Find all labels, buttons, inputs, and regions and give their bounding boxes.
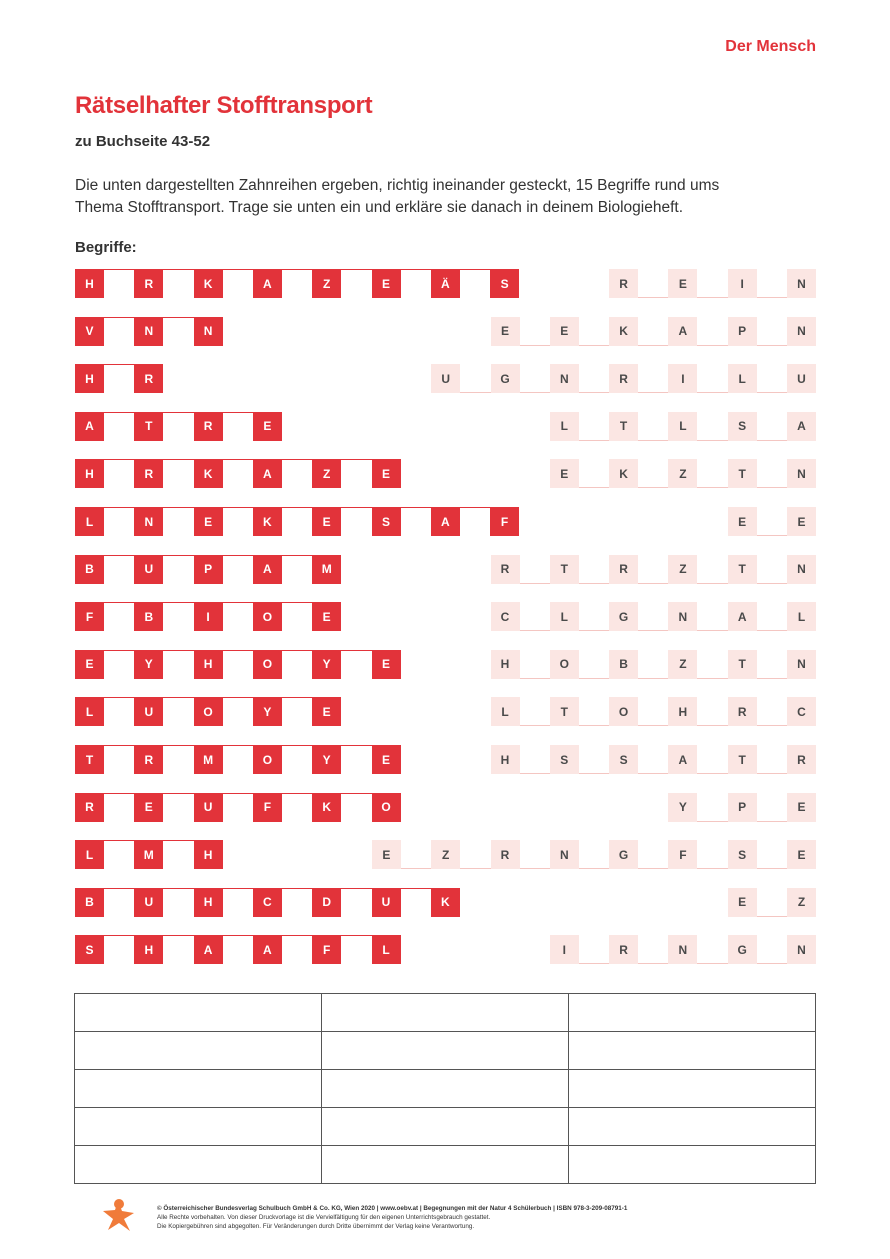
left-letter-tile: R [134, 459, 163, 488]
right-comb-spine [491, 583, 817, 584]
left-letter-tile: L [75, 507, 104, 536]
right-letter-tile: T [728, 555, 757, 584]
right-letter-tile: T [550, 555, 579, 584]
left-letter-tile: V [75, 317, 104, 346]
right-letter-tile: R [491, 840, 520, 869]
right-letter-tile: T [728, 459, 757, 488]
right-letter-tile: I [550, 935, 579, 964]
answer-row [75, 1070, 816, 1108]
left-letter-tile: N [194, 317, 223, 346]
right-letter-tile: A [668, 745, 697, 774]
left-letter-tile: O [372, 793, 401, 822]
left-comb-spine [75, 793, 401, 794]
footer-line-2: Alle Rechte vorbehalten. Von dieser Druckvorlage ist die Vervielfältigung für den eigenen Unterrichtsgebrauch gestattet. [157, 1214, 491, 1221]
left-letter-tile: Ä [431, 269, 460, 298]
left-letter-tile: L [372, 935, 401, 964]
right-letter-tile: O [550, 650, 579, 679]
left-letter-tile: U [134, 888, 163, 917]
left-letter-tile: F [75, 602, 104, 631]
right-letter-tile: G [491, 364, 520, 393]
right-letter-tile: N [668, 602, 697, 631]
left-letter-tile: H [75, 364, 104, 393]
right-letter-tile: A [668, 317, 697, 346]
answer-cell[interactable] [569, 1032, 816, 1070]
right-letter-tile: S [550, 745, 579, 774]
oebv-logo-icon [100, 1197, 136, 1233]
answer-row [75, 1146, 816, 1184]
right-letter-tile: E [787, 507, 816, 536]
left-comb-spine [75, 459, 401, 460]
right-letter-tile: P [728, 793, 757, 822]
footer-copyright [157, 1204, 717, 1231]
right-comb-spine [491, 678, 817, 679]
right-letter-tile: E [668, 269, 697, 298]
left-letter-tile: R [134, 364, 163, 393]
right-letter-tile: T [550, 697, 579, 726]
answer-cell[interactable] [75, 1108, 322, 1146]
begriffe-label: Begriffe: [75, 239, 137, 256]
right-letter-tile: S [728, 412, 757, 441]
left-letter-tile: Z [312, 459, 341, 488]
right-letter-tile: U [431, 364, 460, 393]
right-letter-tile: T [609, 412, 638, 441]
left-letter-tile: Y [253, 697, 282, 726]
left-letter-tile: Z [312, 269, 341, 298]
right-letter-tile: E [787, 793, 816, 822]
right-letter-tile: N [787, 555, 816, 584]
right-letter-tile: N [668, 935, 697, 964]
right-letter-tile: R [609, 269, 638, 298]
right-letter-tile: G [609, 602, 638, 631]
right-letter-tile: C [491, 602, 520, 631]
right-letter-tile: P [728, 317, 757, 346]
right-letter-tile: R [491, 555, 520, 584]
left-letter-tile: H [194, 888, 223, 917]
answer-cell[interactable] [75, 1146, 322, 1184]
answer-cell[interactable] [322, 1032, 569, 1070]
footer-line-1: © Österreichischer Bundesverlag Schulbuch GmbH & Co. KG, Wien 2020 | www.oebv.at | Begegnungen mit der Natur 4 Schülerbuch | ISBN 978-3-209-08791-1 [157, 1205, 628, 1212]
left-letter-tile: U [194, 793, 223, 822]
puzzle-row [0, 412, 890, 441]
left-letter-tile: H [134, 935, 163, 964]
left-letter-tile: E [372, 650, 401, 679]
left-letter-tile: T [134, 412, 163, 441]
answer-cell[interactable] [75, 994, 322, 1032]
intro-line-2: Thema Stofftransport. Trage sie unten ein und erkläre sie danach in deinem Biologieheft. [75, 199, 684, 216]
right-comb-spine [491, 725, 817, 726]
left-letter-tile: H [75, 459, 104, 488]
answer-cell[interactable] [322, 1108, 569, 1146]
left-letter-tile: B [75, 555, 104, 584]
right-letter-tile: E [550, 317, 579, 346]
right-letter-tile: Y [668, 793, 697, 822]
answer-row [75, 1032, 816, 1070]
left-letter-tile: R [134, 745, 163, 774]
left-letter-tile: K [431, 888, 460, 917]
right-letter-tile: U [787, 364, 816, 393]
left-letter-tile: R [134, 269, 163, 298]
left-letter-tile: B [75, 888, 104, 917]
left-letter-tile: L [75, 697, 104, 726]
right-letter-tile: Z [668, 555, 697, 584]
puzzle-row [0, 840, 890, 869]
left-letter-tile: S [490, 269, 519, 298]
right-letter-tile: A [728, 602, 757, 631]
puzzle-row [0, 935, 890, 964]
right-letter-tile: N [787, 935, 816, 964]
right-letter-tile: E [372, 840, 401, 869]
right-letter-tile: N [550, 364, 579, 393]
right-letter-tile: A [787, 412, 816, 441]
left-letter-tile: K [194, 269, 223, 298]
left-letter-tile: A [253, 269, 282, 298]
left-letter-tile: O [194, 697, 223, 726]
right-letter-tile: L [550, 412, 579, 441]
left-letter-tile: M [134, 840, 163, 869]
right-letter-tile: E [728, 507, 757, 536]
left-letter-tile: K [253, 507, 282, 536]
right-letter-tile: S [728, 840, 757, 869]
left-letter-tile: Y [312, 745, 341, 774]
left-comb-spine [75, 935, 401, 936]
section-label: Der Mensch [725, 38, 816, 55]
right-letter-tile: T [728, 650, 757, 679]
right-letter-tile: R [609, 364, 638, 393]
answer-cell[interactable] [322, 1070, 569, 1108]
puzzle-row [0, 555, 890, 584]
right-letter-tile: R [787, 745, 816, 774]
left-letter-tile: B [134, 602, 163, 631]
right-letter-tile: Z [431, 840, 460, 869]
right-letter-tile: S [609, 745, 638, 774]
right-letter-tile: K [609, 459, 638, 488]
left-letter-tile: E [75, 650, 104, 679]
left-letter-tile: U [372, 888, 401, 917]
right-comb-spine [609, 297, 816, 298]
answer-row [75, 1108, 816, 1146]
answer-cell[interactable] [322, 1146, 569, 1184]
puzzle-row [0, 888, 890, 917]
right-letter-tile: R [609, 555, 638, 584]
left-letter-tile: K [194, 459, 223, 488]
left-letter-tile: L [75, 840, 104, 869]
puzzle-row [0, 793, 890, 822]
left-letter-tile: E [372, 269, 401, 298]
right-comb-spine [491, 773, 817, 774]
left-letter-tile: F [253, 793, 282, 822]
page-title: Rätselhafter Stofftransport [75, 92, 373, 119]
left-letter-tile: S [372, 507, 401, 536]
left-letter-tile: Y [312, 650, 341, 679]
right-letter-tile: H [491, 745, 520, 774]
intro-text [75, 175, 825, 219]
right-letter-tile: I [728, 269, 757, 298]
right-letter-tile: R [609, 935, 638, 964]
right-letter-tile: L [787, 602, 816, 631]
answer-cell[interactable] [569, 1108, 816, 1146]
right-letter-tile: R [728, 697, 757, 726]
left-letter-tile: A [431, 507, 460, 536]
right-comb-spine [491, 345, 817, 346]
left-letter-tile: H [194, 650, 223, 679]
left-letter-tile: A [194, 935, 223, 964]
answer-cell[interactable] [75, 1032, 322, 1070]
answer-cell[interactable] [75, 1070, 322, 1108]
right-letter-tile: N [787, 317, 816, 346]
left-letter-tile: O [253, 602, 282, 631]
left-letter-tile: F [490, 507, 519, 536]
left-letter-tile: E [372, 459, 401, 488]
page-subtitle: zu Buchseite 43-52 [75, 133, 211, 150]
puzzle-row [0, 507, 890, 536]
puzzle-row [0, 602, 890, 631]
right-letter-tile: H [668, 697, 697, 726]
left-letter-tile: M [312, 555, 341, 584]
right-letter-tile: G [728, 935, 757, 964]
left-letter-tile: S [75, 935, 104, 964]
right-letter-tile: T [728, 745, 757, 774]
left-letter-tile: A [253, 459, 282, 488]
answer-table [74, 993, 816, 1184]
left-letter-tile: H [75, 269, 104, 298]
puzzle-row [0, 459, 890, 488]
right-letter-tile: E [491, 317, 520, 346]
right-letter-tile: L [491, 697, 520, 726]
left-letter-tile: N [134, 317, 163, 346]
left-letter-tile: H [194, 840, 223, 869]
answer-row [75, 994, 816, 1032]
answer-cell[interactable] [569, 1146, 816, 1184]
right-letter-tile: E [728, 888, 757, 917]
right-letter-tile: Z [668, 459, 697, 488]
left-letter-tile: E [253, 412, 282, 441]
left-letter-tile: E [372, 745, 401, 774]
left-letter-tile: O [253, 650, 282, 679]
right-letter-tile: L [728, 364, 757, 393]
right-letter-tile: L [550, 602, 579, 631]
left-letter-tile: E [134, 793, 163, 822]
right-letter-tile: G [609, 840, 638, 869]
left-letter-tile: O [253, 745, 282, 774]
left-letter-tile: Y [134, 650, 163, 679]
right-letter-tile: L [668, 412, 697, 441]
left-letter-tile: R [75, 793, 104, 822]
footer-line-3: Die Kopiergebühren sind abgegolten. Für Veränderungen durch Dritte übernimmt der Verlag keine Verantwortung. [157, 1223, 475, 1230]
puzzle-row [0, 745, 890, 774]
left-letter-tile: C [253, 888, 282, 917]
answer-cell[interactable] [569, 1070, 816, 1108]
right-letter-tile: N [550, 840, 579, 869]
left-letter-tile: E [194, 507, 223, 536]
answer-cell[interactable] [569, 994, 816, 1032]
puzzle-row [0, 269, 890, 298]
right-letter-tile: F [668, 840, 697, 869]
puzzle-row [0, 697, 890, 726]
left-letter-tile: R [194, 412, 223, 441]
left-letter-tile: U [134, 555, 163, 584]
puzzle-row [0, 317, 890, 346]
right-letter-tile: C [787, 697, 816, 726]
left-letter-tile: T [75, 745, 104, 774]
right-letter-tile: Z [787, 888, 816, 917]
left-letter-tile: K [312, 793, 341, 822]
right-letter-tile: B [609, 650, 638, 679]
right-letter-tile: E [787, 840, 816, 869]
left-letter-tile: E [312, 507, 341, 536]
left-comb-spine [75, 650, 401, 651]
left-letter-tile: A [75, 412, 104, 441]
left-letter-tile: M [194, 745, 223, 774]
left-comb-spine [75, 745, 401, 746]
left-letter-tile: N [134, 507, 163, 536]
left-letter-tile: A [253, 935, 282, 964]
puzzle-row [0, 650, 890, 679]
right-letter-tile: N [787, 650, 816, 679]
right-letter-tile: N [787, 269, 816, 298]
left-letter-tile: A [253, 555, 282, 584]
right-letter-tile: H [491, 650, 520, 679]
left-letter-tile: P [194, 555, 223, 584]
intro-line-1: Die unten dargestellten Zahnreihen ergeben, richtig ineinander gesteckt, 15 Begriffe rund ums [75, 177, 720, 194]
puzzle-row [0, 364, 890, 393]
right-letter-tile: N [787, 459, 816, 488]
right-comb-spine [491, 630, 817, 631]
right-letter-tile: K [609, 317, 638, 346]
left-letter-tile: I [194, 602, 223, 631]
right-letter-tile: E [550, 459, 579, 488]
right-letter-tile: Z [668, 650, 697, 679]
left-letter-tile: E [312, 602, 341, 631]
right-letter-tile: O [609, 697, 638, 726]
left-letter-tile: D [312, 888, 341, 917]
left-comb-spine [75, 412, 282, 413]
answer-cell[interactable] [322, 994, 569, 1032]
left-letter-tile: U [134, 697, 163, 726]
left-letter-tile: F [312, 935, 341, 964]
left-letter-tile: E [312, 697, 341, 726]
right-letter-tile: I [668, 364, 697, 393]
